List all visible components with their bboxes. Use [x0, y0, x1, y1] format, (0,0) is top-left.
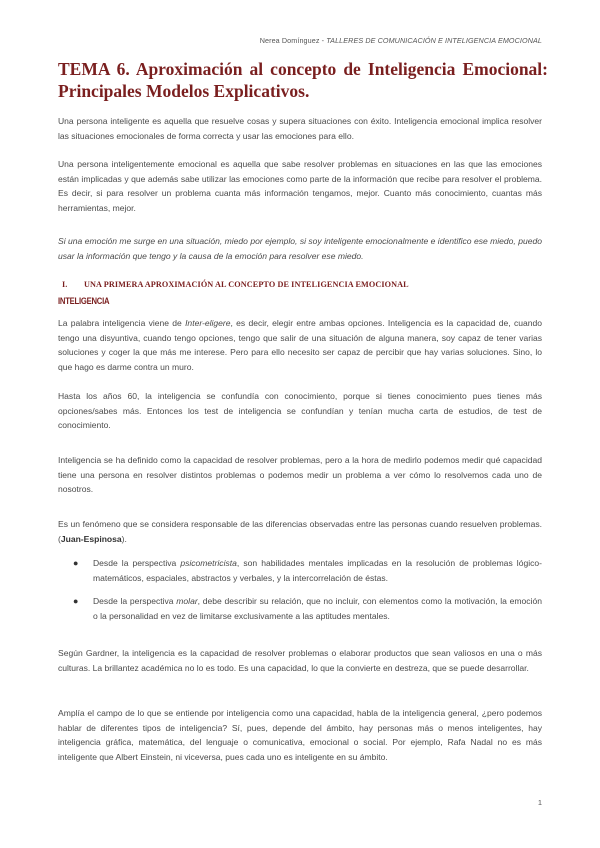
section-title: UNA PRIMERA APROXIMACIÓN AL CONCEPTO DE INTELIGENCIA EMOCIONAL [84, 280, 409, 289]
text-run: , debe describir su relación, que no incluir, con elementos como la motivación, la emoción o la personalidad en vez de limitarse exclusivamente a las aptitudes mentales. [93, 596, 542, 621]
subheading: INTELIGENCIA [58, 295, 110, 306]
body-paragraph-etymology [58, 316, 542, 374]
list-item [58, 594, 542, 623]
text-run: La palabra inteligencia viene de [58, 318, 186, 328]
emphasis-term: psicometricista [180, 558, 237, 568]
document-title: TEMA 6. Aproximación al concepto de Inteligencia Emocional: Principales Modelos Explicativos. [58, 59, 548, 101]
intro-paragraph-1: Una persona inteligente es aquella que resuelve cosas y supera situaciones con éxito. Inteligencia emocional implica resolver las situaciones emocionales de forma correcta y usar las emociones para ello. [58, 116, 542, 141]
text-run: ). [121, 533, 127, 544]
body-paragraph-history: Hasta los años 60, la inteligencia se confundía con conocimiento, porque si tienes conocimiento pues tienes más opciones/sabes más. Entonces los test de inteligencia se confundían y tenían mucha carta de estudios, de test de conocimiento. [58, 391, 542, 431]
section-number: I. [62, 280, 68, 289]
list-item [58, 556, 542, 585]
page-number: 1 [537, 798, 542, 807]
text-run: Desde la perspectiva [93, 558, 181, 568]
body-paragraph-types: Amplía el campo de lo que se entiende por inteligencia como una capacidad, habla de la inteligencia general, ¿pero podemos hablar de diferentes tipos de inteligencia? Sí, pues, depende del ámbito, hay personas más o menos inteligentes, hay inteligencia gráfica, matemática, del lenguaje o comunicativa, emocional o social. Por ejemplo, Rafa Nadal no es más inteligente que Albert Einstein, ni viceversa, pues cada uno es inteligente en su ámbito. [58, 708, 542, 762]
bullet-icon: ● [73, 596, 79, 607]
section-heading [62, 280, 409, 289]
citation-author: Juan-Espinosa [60, 533, 122, 544]
text-run: , son habilidades mentales implicadas en la resolución de problemas lógico-matemáticos, espaciales, abstractos y verbales, y la intercorrelación de éstas. [93, 558, 542, 583]
body-paragraph-definition: Inteligencia se ha definido como la capacidad de resolver problemas, pero a la hora de medirlo podemos medir qué capacidad tiene una persona en resolver distintos problemas o podemos medir un problema a ver cómo lo resolvemos cada uno de nosotros. [58, 455, 542, 495]
text-run: , es decir, elegir entre ambas opciones. Inteligencia es la capacidad de, cuando tengo una disyuntiva, cuando tengo opciones, tengo que salir de una situación de alguna manera, soy capaz de tener varias soluciones y coger la que más me interese. Pero para ello necesito ser capaz de percibir que hay varias soluciones. Sino, lo que hago es darme contra un muro. [58, 318, 542, 372]
emphasis-term: molar [176, 596, 198, 607]
text-run: Es un fenómeno que se considera responsable de las diferencias observadas entre las personas cuando resuelven problemas. ( [58, 519, 542, 544]
bullet-list [58, 556, 542, 632]
text-run: Desde la perspectiva [93, 596, 177, 607]
emphasis-term: Inter-eligere [185, 318, 231, 328]
intro-paragraph-2: Una persona inteligentemente emocional es aquella que sabe resolver problemas en situaciones en las que las emociones están implicadas y que además sabe utilizar las emociones como parte de la información que recibe para resolver el problema. Es decir, si para resolver un problema cuanta más información tengamos, mejor. Cuanto más conocimiento, cuantas más herramientas, mejor. [58, 159, 542, 213]
intro-paragraph-3: Si una emoción me surge en una situación, miedo por ejemplo, si soy inteligente emocionalmente e identifico ese miedo, puedo usar la información que tengo y la causa de la emoción para resolver ese miedo. [58, 236, 542, 261]
bullet-icon: ● [73, 558, 79, 568]
body-paragraph-phenomenon [58, 517, 542, 546]
header-author: Nerea Domínguez - [259, 36, 327, 45]
header-course: TALLERES DE COMUNICACIÓN E INTELIGENCIA EMOCIONAL [326, 36, 542, 45]
running-header [260, 36, 542, 45]
body-paragraph-gardner: Según Gardner, la inteligencia es la capacidad de resolver problemas o elaborar productos que sean valiosos en una o más culturas. La brillantez académica no lo es todo. Es una capacidad, lo que la convierte en destreza, que se puede desarrollar. [58, 648, 542, 673]
